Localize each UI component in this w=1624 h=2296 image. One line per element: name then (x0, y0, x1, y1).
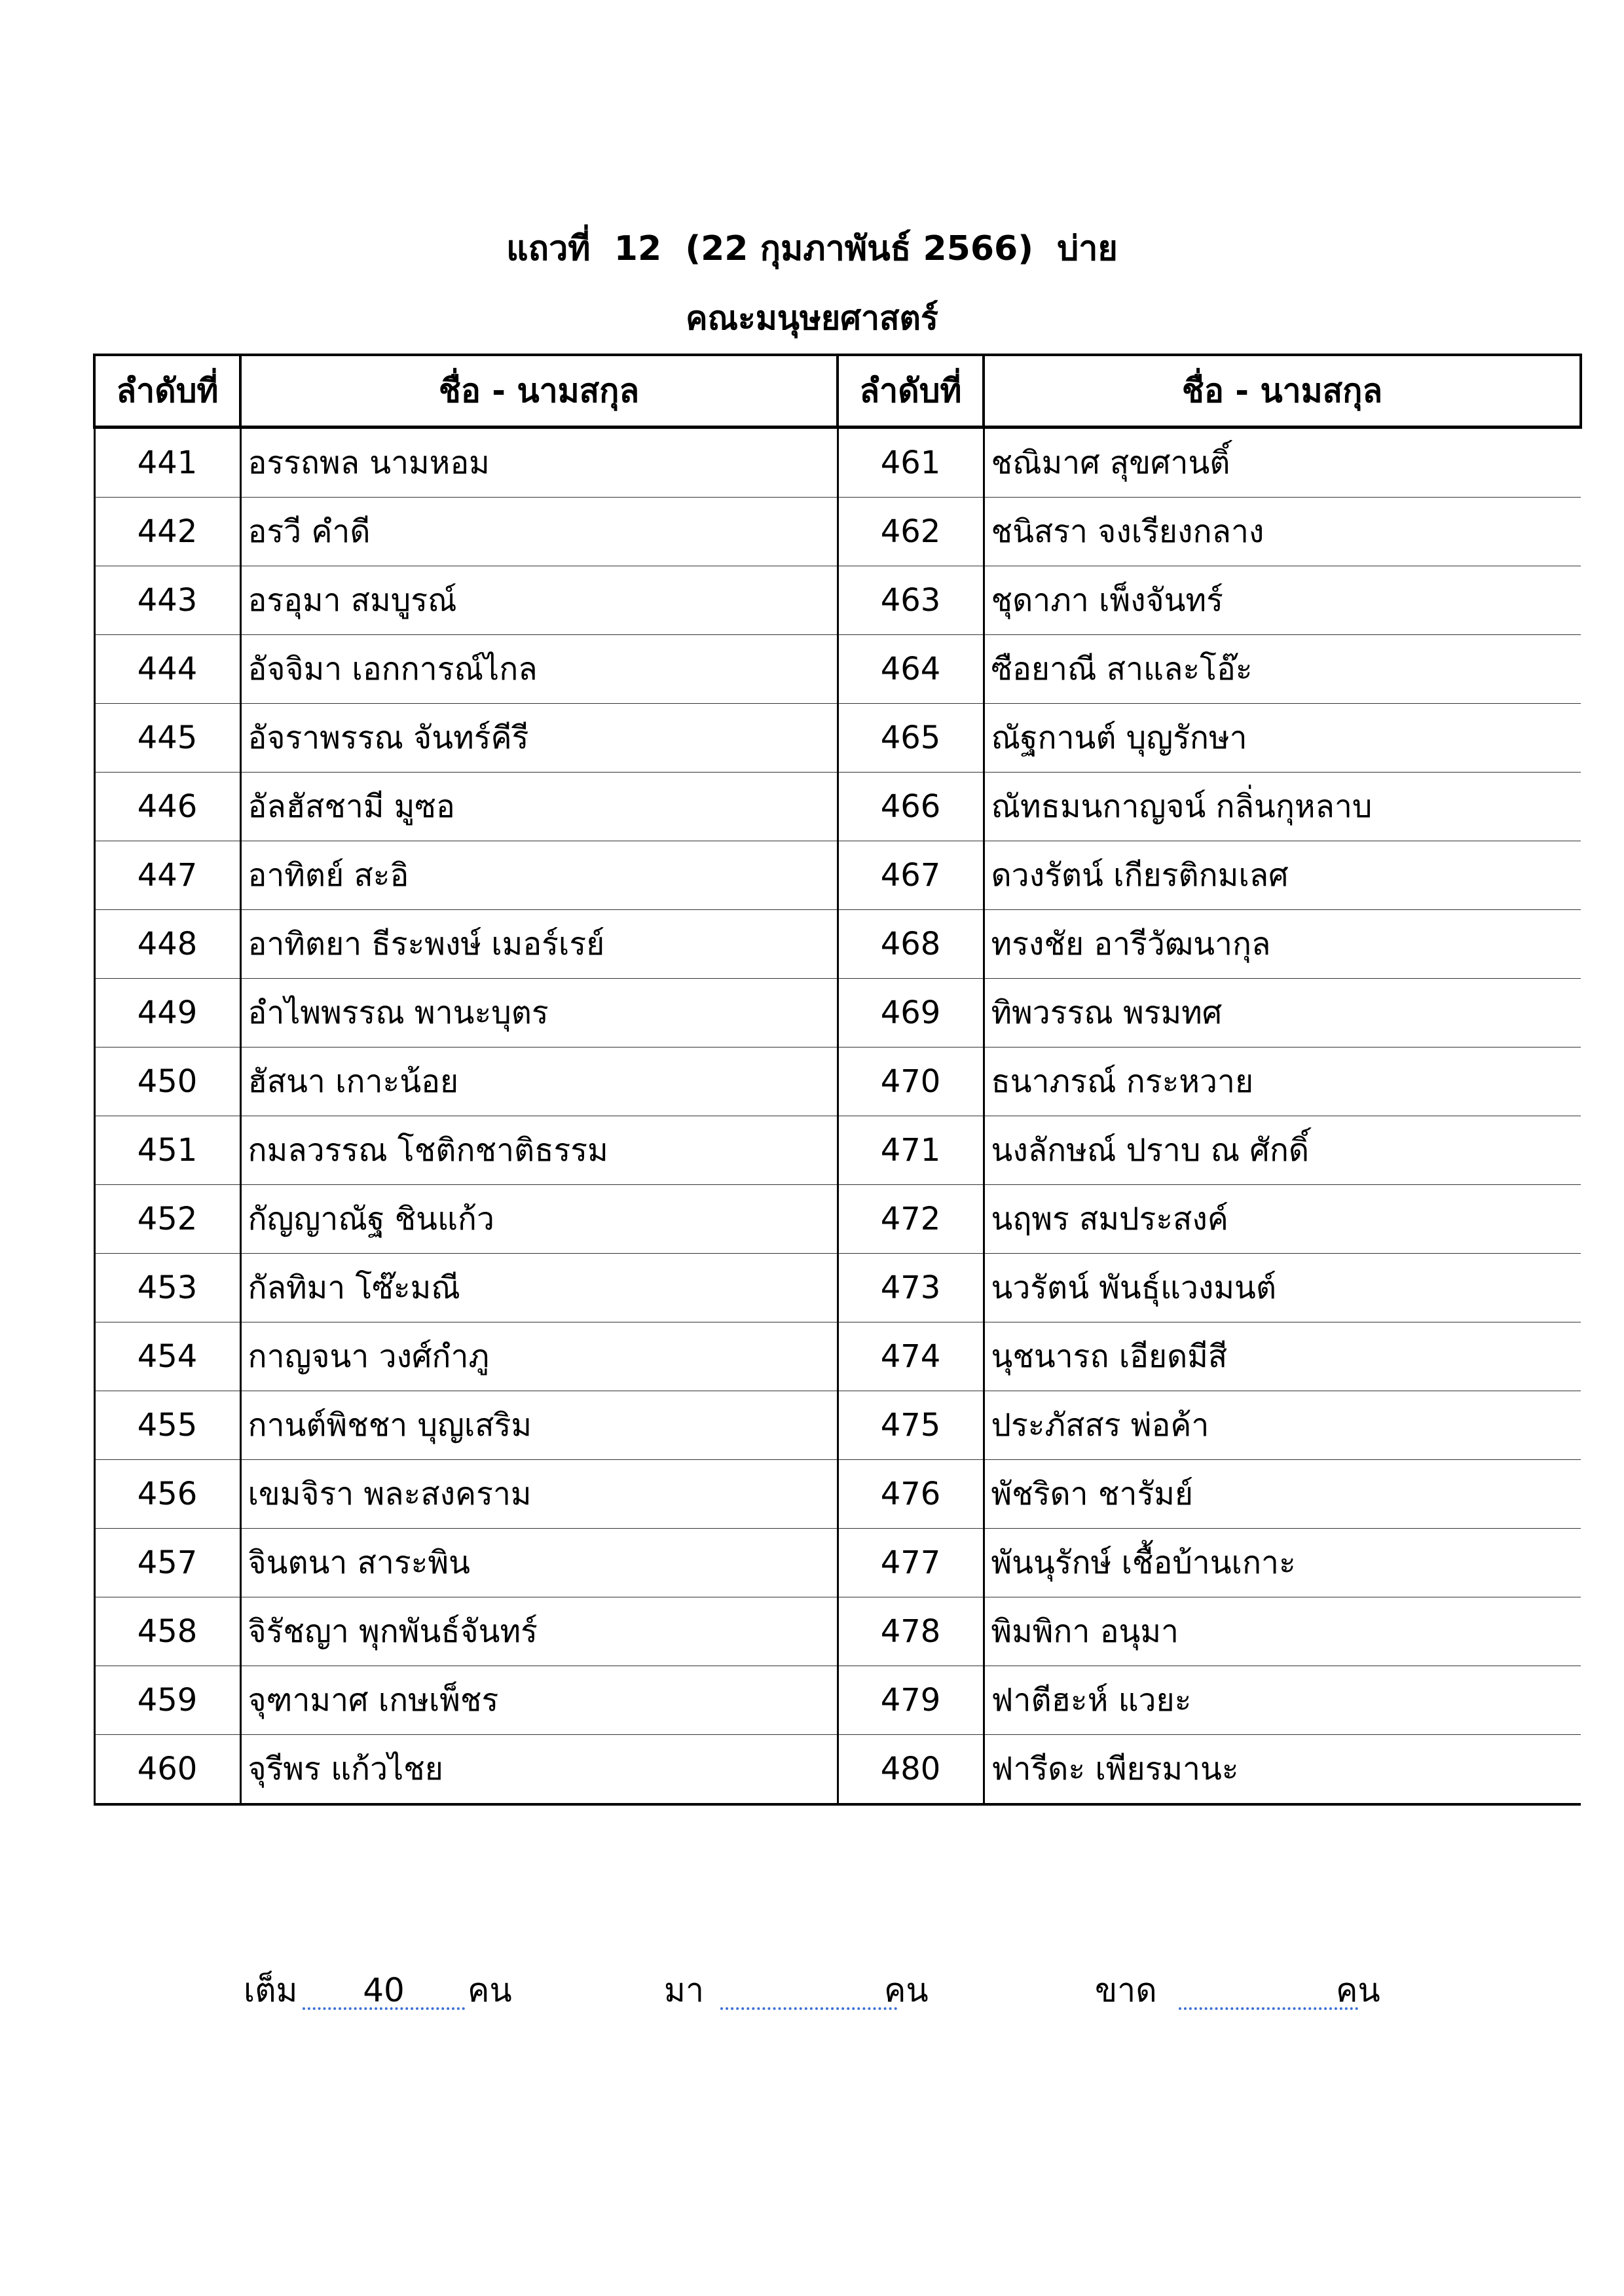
order-number-left: 444 (94, 635, 240, 704)
student-name-left: อรอุมา สมบูรณ์ (240, 566, 838, 635)
order-number-right: 479 (838, 1666, 984, 1735)
student-name-left: กานต์พิชชา บุญเสริม (240, 1391, 838, 1460)
student-name-left: อำไพพรรณ พานะบุตร (240, 979, 838, 1048)
table-row (94, 1322, 1581, 1391)
table-row (94, 566, 1581, 635)
full-blank-line (303, 2007, 465, 2010)
student-name-right: ประภัสสร พ่อค้า (984, 1391, 1581, 1460)
order-number-left: 451 (94, 1116, 240, 1185)
full-value: 40 (363, 1971, 405, 2009)
order-number-left: 452 (94, 1185, 240, 1254)
student-name-left: จุฑามาศ เกษเพ็ชร (240, 1666, 838, 1735)
order-number-left: 450 (94, 1048, 240, 1116)
table-row (94, 635, 1581, 704)
student-name-left: กาญจนา วงศ์กำภู (240, 1322, 838, 1391)
student-name-left: กมลวรรณ โชติกชาติธรรม (240, 1116, 838, 1185)
student-name-left: อัจราพรรณ จันทร์คีรี (240, 704, 838, 773)
student-name-left: อัจจิมา เอกการณ์ไกล (240, 635, 838, 704)
full-unit: คน (468, 1971, 512, 2009)
header-full-name-left: ชื่อ - นามสกุล (240, 355, 838, 428)
roster-body (94, 428, 1581, 1805)
table-row (94, 773, 1581, 841)
table-row (94, 498, 1581, 566)
table-row (94, 1597, 1581, 1666)
order-number-left: 453 (94, 1254, 240, 1322)
order-number-right: 461 (838, 428, 984, 498)
table-row (94, 1529, 1581, 1597)
header-full-name-right: ชื่อ - นามสกุล (984, 355, 1581, 428)
order-number-left: 459 (94, 1666, 240, 1735)
student-name-left: กัลทิมา โซ๊ะมณี (240, 1254, 838, 1322)
student-name-right: ซือยาณี สาและโอ๊ะ (984, 635, 1581, 704)
header-order-number-right: ลำดับที่ (838, 355, 984, 428)
table-row (94, 1254, 1581, 1322)
table-row (94, 1460, 1581, 1529)
student-name-right: ชนิสรา จงเรียงกลาง (984, 498, 1581, 566)
table-row (94, 841, 1581, 910)
order-number-left: 457 (94, 1529, 240, 1597)
table-header-row (94, 355, 1581, 428)
student-name-right: ทิพวรรณ พรมทศ (984, 979, 1581, 1048)
student-name-right: พัชริดา ชารัมย์ (984, 1460, 1581, 1529)
order-number-left: 455 (94, 1391, 240, 1460)
order-number-right: 471 (838, 1116, 984, 1185)
order-number-left: 456 (94, 1460, 240, 1529)
student-name-left: จุรีพร แก้วไชย (240, 1735, 838, 1805)
table-row (94, 1666, 1581, 1735)
student-name-left: จินตนา สาระพิน (240, 1529, 838, 1597)
student-name-left: ฮัสนา เกาะน้อย (240, 1048, 838, 1116)
absent-label: ขาด (1095, 1971, 1157, 2009)
student-name-left: เขมจิรา พละสงคราม (240, 1460, 838, 1529)
student-name-right: ทรงชัย อารีวัฒนากุล (984, 910, 1581, 979)
order-number-left: 460 (94, 1735, 240, 1805)
order-number-right: 464 (838, 635, 984, 704)
student-name-left: จิรัชญา พุกพันธ์จันทร์ (240, 1597, 838, 1666)
table-row (94, 1735, 1581, 1805)
faculty-name: คณะมนุษยศาสตร์ (686, 299, 938, 337)
order-number-right: 470 (838, 1048, 984, 1116)
table-row (94, 1048, 1581, 1116)
header-order-number-left: ลำดับที่ (94, 355, 240, 428)
student-name-right: นวรัตน์ พันธุ์แวงมนต์ (984, 1254, 1581, 1322)
table-row (94, 979, 1581, 1048)
order-number-right: 469 (838, 979, 984, 1048)
order-number-right: 468 (838, 910, 984, 979)
attendance-summary (0, 1964, 1624, 2030)
student-name-right: นงลักษณ์ ปราบ ณ ศักดิ์ (984, 1116, 1581, 1185)
order-number-right: 465 (838, 704, 984, 773)
order-number-left: 441 (94, 428, 240, 498)
student-name-right: ณัฐกานต์ บุญรักษา (984, 704, 1581, 773)
order-number-left: 446 (94, 773, 240, 841)
table-row (94, 1391, 1581, 1460)
order-number-left: 442 (94, 498, 240, 566)
student-name-right: ณัทธมนกาญจน์ กลิ่นกุหลาบ (984, 773, 1581, 841)
table-row (94, 1116, 1581, 1185)
student-name-left: อรรถพล นามหอม (240, 428, 838, 498)
student-name-right: ชุดาภา เพ็งจันทร์ (984, 566, 1581, 635)
full-label: เต็ม (244, 1971, 298, 2009)
row-title: แถวที่ 12 (22 กุมภาพันธ์ 2566) บ่าย (506, 229, 1118, 268)
student-name-left: อรวี คำดี (240, 498, 838, 566)
order-number-right: 472 (838, 1185, 984, 1254)
order-number-right: 477 (838, 1529, 984, 1597)
order-number-right: 480 (838, 1735, 984, 1805)
student-name-right: นฤพร สมประสงค์ (984, 1185, 1581, 1254)
absent-blank-line (1179, 2007, 1358, 2010)
student-name-right: ฟารีดะ เพียรมานะ (984, 1735, 1581, 1805)
order-number-right: 474 (838, 1322, 984, 1391)
order-number-right: 473 (838, 1254, 984, 1322)
table-row (94, 428, 1581, 498)
student-name-left: อาทิตยา ธีระพงษ์ เมอร์เรย์ (240, 910, 838, 979)
order-number-left: 443 (94, 566, 240, 635)
student-name-right: พันนุรักษ์ เชื้อบ้านเกาะ (984, 1529, 1581, 1597)
order-number-right: 463 (838, 566, 984, 635)
order-number-left: 458 (94, 1597, 240, 1666)
student-name-right: ดวงรัตน์ เกียรติกมเลศ (984, 841, 1581, 910)
order-number-right: 466 (838, 773, 984, 841)
absent-unit: คน (1336, 1971, 1380, 2009)
present-unit: คน (884, 1971, 929, 2009)
student-name-right: ธนาภรณ์ กระหวาย (984, 1048, 1581, 1116)
student-name-left: อัลฮัสชามี มูซอ (240, 773, 838, 841)
order-number-right: 476 (838, 1460, 984, 1529)
student-name-left: อาทิตย์ สะอิ (240, 841, 838, 910)
order-number-right: 475 (838, 1391, 984, 1460)
table-row (94, 910, 1581, 979)
student-name-right: นุชนารถ เอียดมีสี (984, 1322, 1581, 1391)
order-number-left: 448 (94, 910, 240, 979)
order-number-left: 454 (94, 1322, 240, 1391)
table-row (94, 1185, 1581, 1254)
present-blank-line (720, 2007, 897, 2010)
order-number-right: 478 (838, 1597, 984, 1666)
order-number-left: 447 (94, 841, 240, 910)
order-number-left: 445 (94, 704, 240, 773)
student-name-right: ชณิมาศ สุขศานติ์ (984, 428, 1581, 498)
order-number-left: 449 (94, 979, 240, 1048)
present-label: มา (664, 1971, 705, 2009)
student-name-right: พิมพิกา อนุมา (984, 1597, 1581, 1666)
student-name-left: กัญญาณัฐ ชินแก้ว (240, 1185, 838, 1254)
order-number-right: 467 (838, 841, 984, 910)
roster-table (93, 354, 1582, 1806)
order-number-right: 462 (838, 498, 984, 566)
table-row (94, 704, 1581, 773)
student-name-right: ฟาตีฮะห์ แวยะ (984, 1666, 1581, 1735)
